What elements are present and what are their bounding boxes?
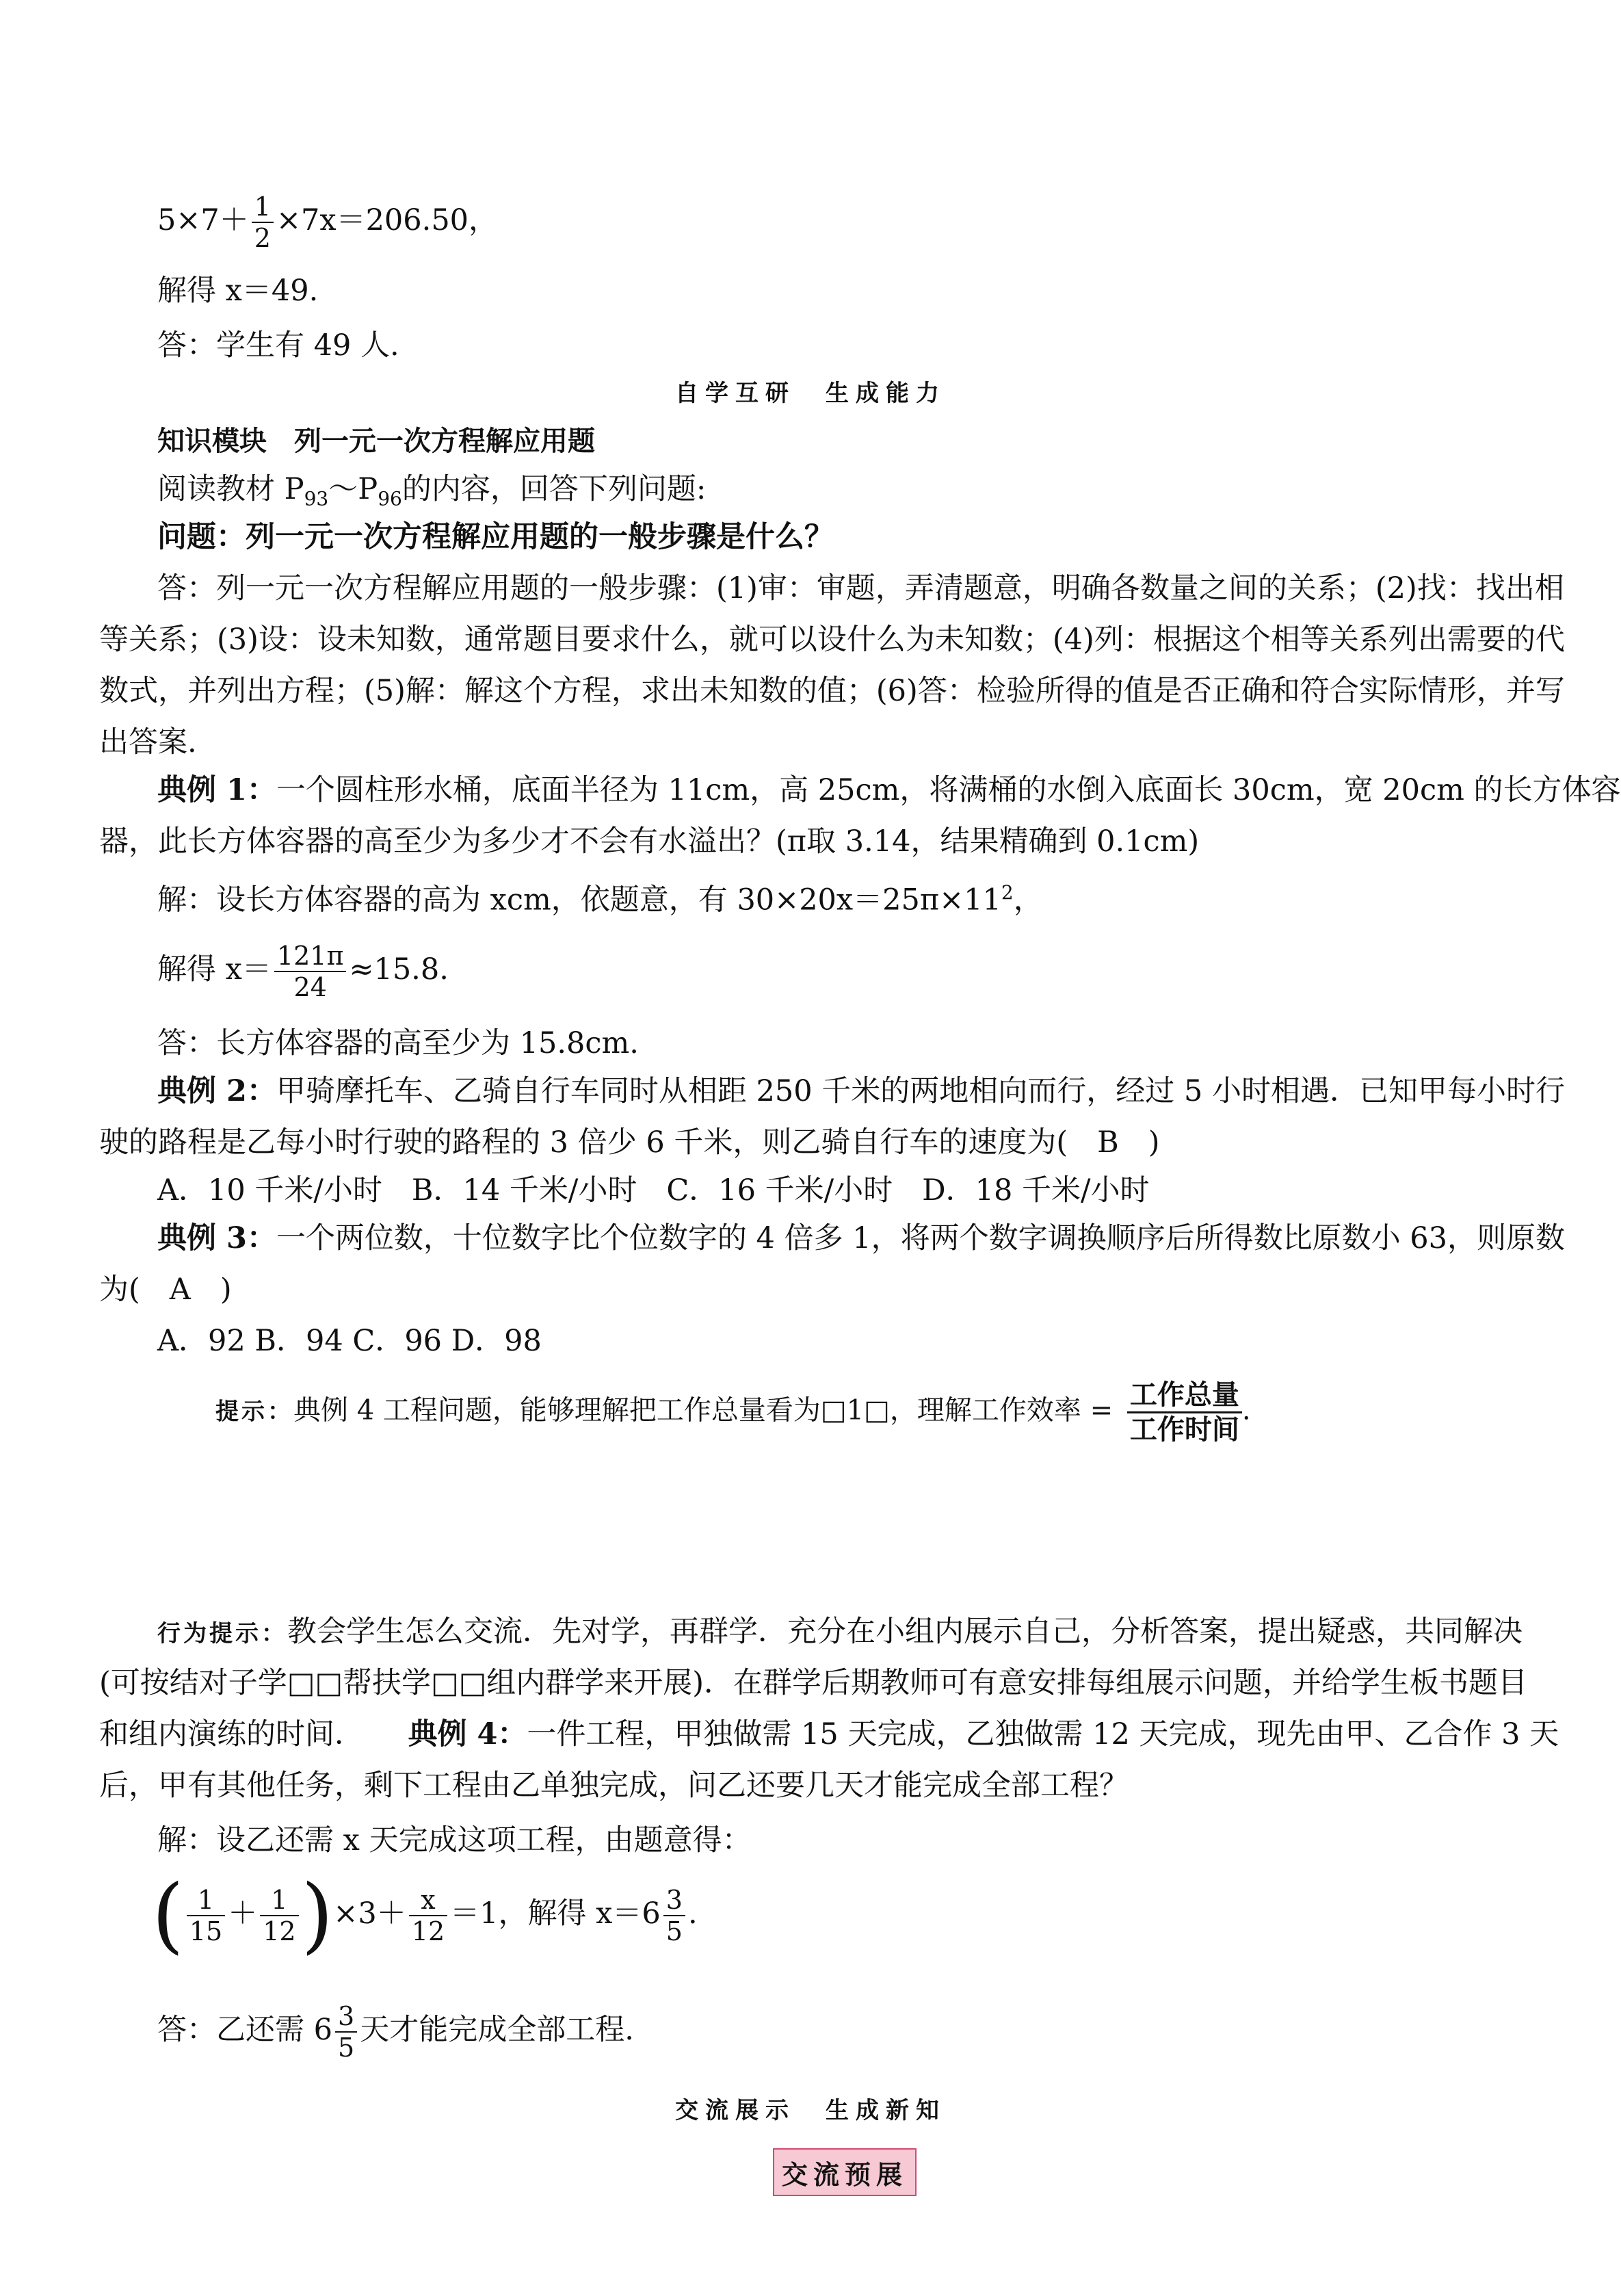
fraction-denominator: 5 [665,1916,683,1946]
answer-line-1: 答：学生有 49 人. [157,328,399,363]
fraction-numerator: 3 [663,1885,685,1916]
example-4-label: 典例 4： [408,1717,527,1751]
fraction-x-12 [409,1885,447,1946]
fraction-1-12 [260,1885,298,1946]
fraction-numerator: x [409,1885,447,1916]
example-1-text: 一个圆柱形水桶，底面半径为 11cm，高 25cm，将满桶的水倒入底面长 30cm，宽 20cm 的长方体容 [276,773,1621,807]
fraction-numerator: 1 [260,1885,298,1916]
page-sub-end: 96 [378,487,402,510]
example-1-line-1 [157,770,1621,811]
example-3-text: 一个两位数，十位数字比个位数字的 4 倍多 1，将两个数字调换顺序后所得数比原数小 63，则原数 [276,1221,1565,1255]
example-4-solution: 解：设乙还需 x 天完成这项工程，由题意得： [157,1823,752,1857]
work-efficiency-fraction [1127,1379,1242,1446]
left-paren: ( [152,1868,184,1963]
example-4-answer-tail: 天才能完成全部工程. [360,2013,634,2047]
fraction-numerator: 工作总量 [1127,1379,1242,1413]
fraction-3-5-answer [335,2001,357,2063]
hint-label: 提示： [215,1398,293,1426]
example-2-options: A．10 千米/小时 B．14 千米/小时 C．16 千米/小时 D．18 千米/小时 [157,1173,1150,1208]
example-4-line-2: 后，甲有其他任务，剩下工程由乙单独完成，问乙还要几天才能完成全部工程？ [99,1769,1129,1803]
section-title-self-study: 自学互研 生成能力 [675,380,946,407]
example-3-line-2: 为( A ) [99,1273,232,1307]
equation-line-1 [157,192,498,253]
fraction-numerator: 3 [335,2001,357,2033]
fraction-denominator: 工作时间 [1129,1414,1239,1446]
example-3-options: A．92 B．94 C．96 D．98 [157,1324,542,1358]
behavior-line-3 [99,1714,1559,1755]
exponent: 2 [1001,881,1014,904]
fraction-numerator: 1 [252,192,274,223]
example-4-answer [157,2001,634,2063]
right-paren: ) [301,1868,334,1963]
reading-text-a: 阅读教材 P [157,472,304,506]
fraction-1-15 [187,1885,225,1946]
equation-result: ＝1，解得 x＝6 [450,1896,661,1931]
example-3-line-1 [157,1218,1565,1259]
fraction-denominator: 15 [189,1916,223,1946]
hint-text: 典例 4 工程问题，能够理解把工作总量看为□1□，理解工作效率 = [293,1394,1122,1426]
fraction-denominator: 5 [338,2033,355,2063]
example-4-answer-lead: 答：乙还需 6 [157,2013,333,2047]
reading-text-c: 的内容，回答下列问题: [401,472,707,506]
page-sub-start: 93 [304,487,329,510]
example-1-result-lead: 解得 x＝ [157,952,272,987]
example-3-label: 典例 3： [157,1221,276,1255]
fraction-denominator: 12 [263,1916,296,1946]
question-line: 问题：列一元一次方程解应用题的一般步骤是什么？ [157,520,834,554]
example-4-equation [152,1868,698,1963]
plus-sign: ＋ [228,1896,258,1931]
example-4-text: 一件工程，甲独做需 15 天完成，乙独做需 12 天完成，现先由甲、乙合作 3 天 [527,1717,1559,1751]
example-2-label: 典例 2： [157,1074,276,1108]
reading-text-b: ～P [328,472,378,506]
fraction-3-5 [663,1885,685,1946]
example-1-solution [157,872,1043,920]
behavior-label: 行为提示： [157,1620,287,1647]
answer-steps-line-4: 出答案. [99,725,197,759]
hint-line [215,1379,1251,1446]
reading-instruction [157,469,706,520]
exchange-preview-logo [773,2148,917,2196]
answer-steps-line-3: 数式，并列出方程；(5)解：解这个方程，求出未知数的值；(6)答：检验所得的值是否正确和符合实际情形，并写 [99,674,1565,708]
fraction-numerator: 1 [187,1885,225,1916]
fraction-denominator: 2 [254,223,271,253]
equation-tail: ×7x＝206.50， [276,203,499,237]
hint-tail: . [1241,1394,1251,1426]
solution-line-1: 解得 x＝49. [157,274,319,308]
example-1-label: 典例 1： [157,773,276,807]
behavior-text-3: 和组内演练的时间． [99,1717,408,1751]
fraction-denominator: 24 [293,972,327,1002]
answer-steps-line-2: 等关系；(3)设：设未知数，通常题目要求什么，就可以设什么为未知数；(4)列：根据这个相等关系列出需要的代 [99,623,1565,657]
behavior-line-2: (可按结对子学□□帮扶学□□组内群学来开展)．在群学后期教师可有意安排每组展示问题，并给学生板书题目 [99,1666,1528,1700]
period: . [687,1896,698,1931]
behavior-line-1 [157,1611,1523,1654]
fraction-numerator: 121π [274,941,347,972]
times-three: ×3＋ [333,1896,406,1931]
example-2-text: 甲骑摩托车、乙骑自行车同时从相距 250 千米的两地相向而行，经过 5 小时相遇．已知甲每小时行 [276,1074,1565,1108]
example-1-answer: 答：长方体容器的高至少为 15.8cm. [157,1026,639,1060]
fraction-121pi-24 [274,941,347,1002]
section-title-exchange: 交流展示 生成新知 [675,2097,946,2124]
example-1-line-2: 器，此长方体容器的高至少为多少才不会有水溢出？(π取 3.14，结果精确到 0.1cm) [99,824,1200,859]
example-1-solution-text: 解：设长方体容器的高为 xcm，依题意，有 30×20x＝25π×11 [157,883,1001,917]
fraction-half [252,192,274,253]
example-1-result-tail: ≈15.8. [349,952,449,987]
module-title: 知识模块 列一元一次方程解应用题 [157,426,595,457]
logo-text: 交流预展 [781,2158,908,2190]
fraction-denominator: 12 [411,1916,445,1946]
example-1-solution-tail: ， [1013,883,1043,917]
behavior-text: 教会学生怎么交流．先对学，再群学．充分在小组内展示自己，分析答案，提出疑惑，共同解决 [287,1615,1523,1649]
answer-steps-line-1: 答：列一元一次方程解应用题的一般步骤：(1)审：审题，弄清题意，明确各数量之间的关系；(2)找：找出相 [157,571,1564,605]
example-1-result [157,941,449,1002]
example-2-line-1 [157,1071,1565,1112]
equation-lead: 5×7＋ [157,203,249,237]
example-2-line-2: 驶的路程是乙每小时行驶的路程的 3 倍少 6 千米，则乙骑自行车的速度为( B ) [99,1125,1160,1160]
